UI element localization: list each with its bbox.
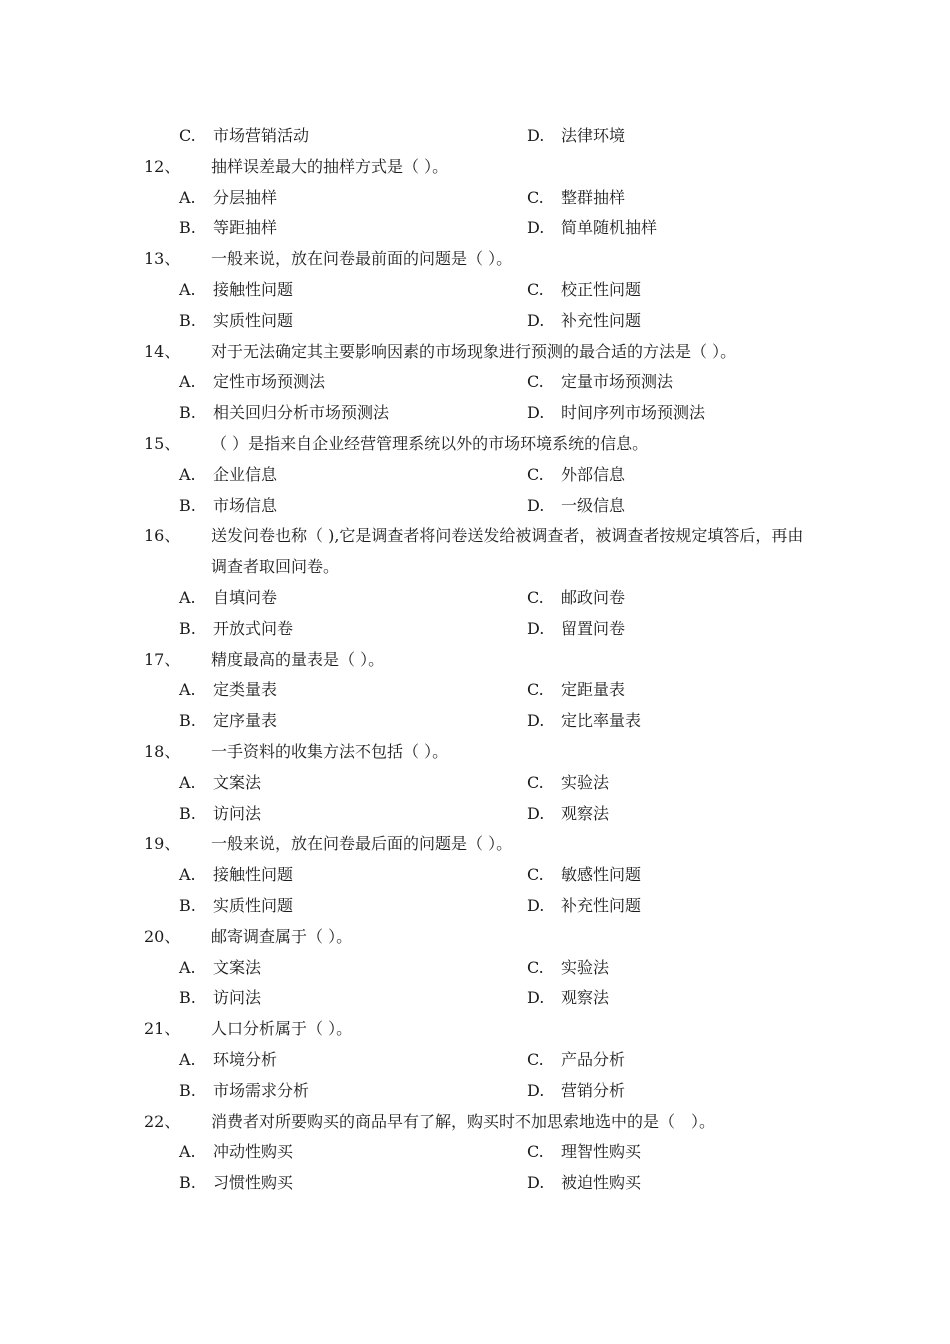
option-letter: B. [179, 403, 196, 423]
question-line [0, 829, 950, 860]
question-number: 14、 [144, 341, 181, 361]
option-letter: D. [527, 495, 545, 515]
option-letter: D. [527, 1080, 545, 1100]
option-row [0, 768, 950, 799]
option-text: 访问法 [213, 988, 262, 1008]
option-letter: B. [179, 1173, 196, 1193]
option-text: 补充性问题 [561, 310, 642, 330]
option-text: 实验法 [561, 772, 610, 792]
question-text: 一般来说，放在问卷最后面的问题是（ ）。 [211, 834, 513, 854]
option-text: 营销分析 [561, 1080, 626, 1100]
option-text: 整群抽样 [561, 187, 626, 207]
question-line [0, 922, 950, 953]
option-text: 市场信息 [213, 495, 278, 515]
option-row [0, 983, 950, 1014]
question-number: 21、 [144, 1019, 181, 1039]
option-letter: B. [179, 988, 196, 1008]
option-row [0, 275, 950, 306]
option-text: 敏感性问题 [561, 865, 642, 885]
option-letter: B. [179, 618, 196, 638]
option-letter: C. [527, 1142, 544, 1162]
option-letter: D. [527, 618, 545, 638]
option-text: 实质性问题 [213, 310, 294, 330]
option-text: 时间序列市场预测法 [561, 403, 706, 423]
option-text: 市场营销活动 [213, 126, 310, 145]
question-text: 精度最高的量表是（ ）。 [211, 649, 385, 669]
option-text: 开放式问卷 [213, 618, 294, 638]
option-text: 校正性问题 [561, 279, 642, 299]
option-text: 产品分析 [561, 1049, 626, 1069]
option-letter: B. [179, 711, 196, 731]
option-text: 等距抽样 [213, 218, 278, 238]
option-row [0, 614, 950, 645]
question-text: 送发问卷也称（ ),它是调查者将问卷送发给被调查者，被调查者按规定填答后，再由调查者取回问卷。 [211, 526, 804, 577]
option-text: 实质性问题 [213, 895, 294, 915]
option-letter: A. [179, 464, 196, 484]
option-row [0, 1045, 950, 1076]
option-text: 习惯性购买 [213, 1173, 294, 1193]
option-row [0, 1076, 950, 1107]
option-letter: C. [179, 126, 196, 145]
option-text: 分层抽样 [213, 187, 278, 207]
option-text: 市场需求分析 [213, 1080, 310, 1100]
option-text: 定比率量表 [561, 711, 642, 731]
option-text: 留置问卷 [561, 618, 626, 638]
question-number: 12、 [144, 156, 181, 176]
option-letter: B. [179, 895, 196, 915]
option-row [0, 1137, 950, 1168]
option-text: 补充性问题 [561, 895, 642, 915]
question-text: 邮寄调查属于（ ）。 [211, 926, 353, 946]
option-letter: A. [179, 1142, 196, 1162]
option-letter: B. [179, 218, 196, 238]
option-letter: B. [179, 1080, 196, 1100]
option-text: 访问法 [213, 803, 262, 823]
question-number: 17、 [144, 649, 181, 669]
question-number: 15、 [144, 433, 181, 453]
option-text: 邮政问卷 [561, 587, 626, 607]
option-text: 被迫性购买 [561, 1173, 642, 1193]
question-line [0, 737, 950, 768]
option-text: 法律环境 [561, 126, 626, 145]
option-letter: C. [527, 587, 544, 607]
option-row [0, 183, 950, 214]
option-letter: D. [527, 310, 545, 330]
option-letter: D. [527, 711, 545, 731]
question-number: 18、 [144, 741, 181, 761]
option-row [0, 1168, 950, 1199]
question-list [0, 121, 950, 1199]
option-row [0, 953, 950, 984]
option-letter: A. [179, 279, 196, 299]
option-text: 相关回归分析市场预测法 [213, 403, 390, 423]
option-text: 定性市场预测法 [213, 372, 326, 392]
option-letter: D. [527, 126, 545, 145]
option-letter: D. [527, 895, 545, 915]
option-letter: D. [527, 803, 545, 823]
option-letter: C. [527, 372, 544, 392]
question-text: 一手资料的收集方法不包括（ ）。 [211, 741, 449, 761]
option-text: 观察法 [561, 988, 610, 1008]
option-row [0, 121, 950, 152]
option-text: 定类量表 [213, 680, 278, 700]
option-row [0, 860, 950, 891]
option-text: 定量市场预测法 [561, 372, 674, 392]
option-letter: A. [179, 680, 196, 700]
option-letter: D. [527, 218, 545, 238]
option-row [0, 213, 950, 244]
question-line [0, 521, 950, 583]
option-text: 理智性购买 [561, 1142, 642, 1162]
question-line [0, 244, 950, 275]
option-text: 简单随机抽样 [561, 218, 658, 238]
question-number: 22、 [144, 1111, 181, 1131]
question-number: 19、 [144, 834, 181, 854]
option-text: 实验法 [561, 957, 610, 977]
option-text: 文案法 [213, 957, 262, 977]
option-text: 环境分析 [213, 1049, 278, 1069]
question-text: 人口分析属于（ ）。 [211, 1019, 353, 1039]
option-text: 自填问卷 [213, 587, 278, 607]
option-row [0, 706, 950, 737]
question-line [0, 337, 950, 368]
option-text: 接触性问题 [213, 865, 294, 885]
option-letter: D. [527, 988, 545, 1008]
option-text: 观察法 [561, 803, 610, 823]
option-text: 企业信息 [213, 464, 278, 484]
option-row [0, 583, 950, 614]
option-letter: C. [527, 464, 544, 484]
question-line [0, 1014, 950, 1045]
option-row [0, 799, 950, 830]
option-letter: D. [527, 1173, 545, 1193]
option-text: 冲动性购买 [213, 1142, 294, 1162]
option-letter: A. [179, 957, 196, 977]
question-line [0, 429, 950, 460]
option-text: 外部信息 [561, 464, 626, 484]
option-row [0, 491, 950, 522]
question-text: 一般来说，放在问卷最前面的问题是（ ）。 [211, 249, 513, 269]
question-text: 对于无法确定其主要影响因素的市场现象进行预测的最合适的方法是（ ）。 [211, 341, 737, 361]
option-text: 定序量表 [213, 711, 278, 731]
option-letter: D. [527, 403, 545, 423]
option-letter: C. [527, 957, 544, 977]
option-letter: B. [179, 803, 196, 823]
option-letter: C. [527, 1049, 544, 1069]
option-row [0, 891, 950, 922]
option-letter: B. [179, 495, 196, 515]
option-letter: A. [179, 1049, 196, 1069]
option-letter: B. [179, 310, 196, 330]
question-number: 13、 [144, 249, 181, 269]
option-letter: C. [527, 865, 544, 885]
option-text: 接触性问题 [213, 279, 294, 299]
option-letter: C. [527, 279, 544, 299]
question-line [0, 645, 950, 676]
option-letter: A. [179, 587, 196, 607]
option-letter: A. [179, 772, 196, 792]
option-letter: A. [179, 187, 196, 207]
option-row [0, 398, 950, 429]
question-text: （ ）是指来自企业经营管理系统以外的市场环境系统的信息。 [211, 433, 649, 453]
question-line [0, 1107, 950, 1138]
question-text: 抽样误差最大的抽样方式是（ ）。 [211, 156, 449, 176]
option-text: 一级信息 [561, 495, 626, 515]
option-letter: A. [179, 372, 196, 392]
question-line [0, 152, 950, 183]
option-text: 定距量表 [561, 680, 626, 700]
option-row [0, 306, 950, 337]
option-text: 文案法 [213, 772, 262, 792]
question-number: 16、 [144, 526, 181, 546]
question-text: 消费者对所要购买的商品早有了解，购买时不加思索地选中的是（ ）。 [211, 1111, 716, 1131]
option-row [0, 675, 950, 706]
option-letter: C. [527, 772, 544, 792]
option-letter: A. [179, 865, 196, 885]
option-letter: C. [527, 187, 544, 207]
option-letter: C. [527, 680, 544, 700]
question-number: 20、 [144, 926, 181, 946]
option-row [0, 460, 950, 491]
option-row [0, 367, 950, 398]
